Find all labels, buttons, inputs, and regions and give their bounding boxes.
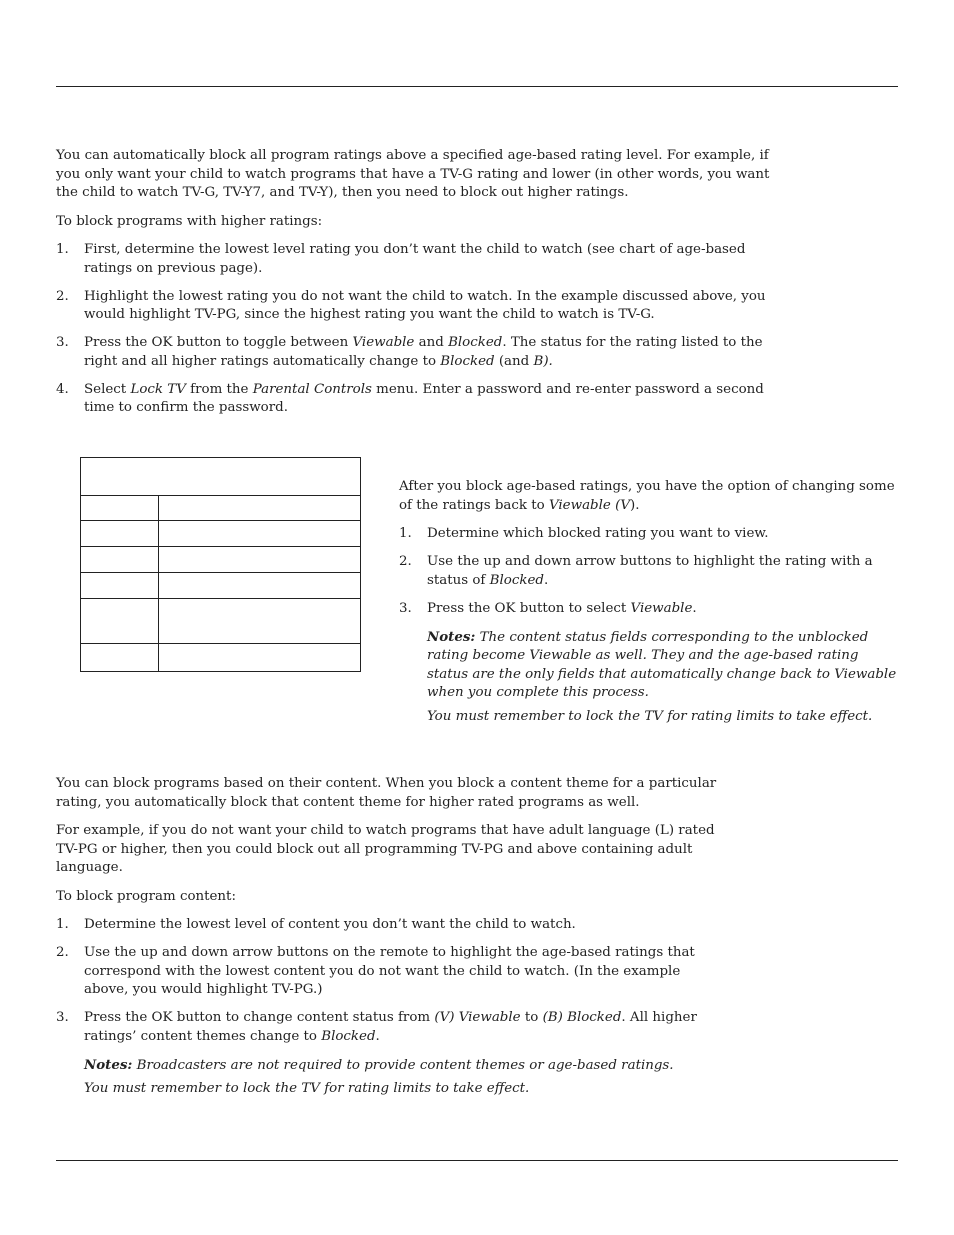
emphasis-text: Viewable [630,600,693,616]
list-number: 2. [56,288,69,304]
list-item [56,288,780,325]
bottom-rule [56,1160,898,1161]
list-number: 4. [56,381,69,397]
list-item [399,553,901,590]
text-run: Use the up and down arrow buttons on the remote to highlight the age-based ratings that correspond with the lowest content you do not want the child to watch. (In the example above, you would highlight TV-PG.) [84,945,695,997]
text-run: and [414,335,449,350]
note-text: Broadcasters are not required to provide content themes or age-based ratings. [132,1057,674,1073]
rating-cell [81,644,159,672]
list-number: 3. [56,1010,69,1025]
status-cell [159,496,361,521]
section1-steps [56,241,780,418]
text-run: First, determine the lowest level rating you don’t want the child to watch (see chart of age-based ratings on previous page). [84,242,746,276]
section3-p2: For example, if you do not want your child to watch programs that have adult language (L) rated TV-PG or higher, then you could block out all programming TV-PG and above containing adult language. [56,823,715,875]
section2-note-1 [427,628,901,703]
emphasis-text: Lock TV [130,381,186,397]
rating-cell [81,521,159,547]
text-run: . The status for the rating listed to the right and all higher ratings automatically change to [84,335,763,369]
note-text: The content status fields corresponding to the unblocked rating become Viewable as well. They and the age-based rating status are the only fields that automatically change back to Viewable when you complete this process. [427,629,897,700]
text-run: Use the up and down arrow buttons to highlight the rating with a status of [427,554,873,588]
list-number: 2. [399,554,412,569]
text-run: Determine which blocked rating you want to view. [427,526,769,541]
notes-label: Notes: [84,1056,133,1073]
list-item [56,381,780,418]
emphasis-text: Blocked [489,572,544,588]
section-block-unblock [399,478,901,731]
section3-note-1 [84,1056,728,1076]
section1-intro: You can automatically block all program ratings above a specified age-based rating level. For example, if you only want your child to watch programs that have a TV-G rating and lower (in other words, you want the child to watch TV-G, TV-Y7, and TV-Y), then you need to block out higher ratings. [56,148,770,200]
emphasis-text: Blocked [321,1028,376,1044]
list-number: 1. [56,242,69,257]
ratings-table-header [81,458,361,496]
list-number: 3. [399,600,412,616]
text-run: Press the OK button to change content status from [84,1010,435,1025]
section-block-content [56,775,728,1104]
status-cell [159,573,361,599]
list-number: 1. [399,526,412,541]
emphasis-text: B). [533,353,553,369]
text-run: . [375,1028,380,1044]
section3-note-2: You must remember to lock the TV for rating limits to take effect. [84,1081,530,1096]
list-item [56,241,780,278]
status-cell [159,521,361,547]
rating-cell [81,547,159,573]
notes-label: Notes: [427,628,476,645]
status-cell [159,644,361,672]
top-rule [56,86,898,87]
text-run: to [520,1010,543,1025]
ratings-table [80,457,361,672]
text-run: menu. Enter a password and re-enter password a second time to confirm the password. [84,381,764,415]
list-number: 1. [56,917,69,932]
emphasis-text: Viewable (V [548,497,630,513]
text-run: Select [84,381,131,397]
list-item [56,944,728,1000]
section2-note-2: You must remember to lock the TV for rating limits to take effect. [427,708,873,724]
rating-cell [81,573,159,599]
text-run: . All higher ratings’ content themes change to [84,1010,697,1044]
rating-cell [81,496,159,521]
rating-cell [81,599,159,644]
section3-steps [56,916,728,1046]
list-number: 3. [56,335,69,350]
text-run: Press the OK button to select [427,600,631,616]
emphasis-text: Blocked [440,353,495,369]
text-run: ). [630,497,640,513]
emphasis-text: Blocked [448,335,503,350]
status-cell [159,547,361,573]
list-item [56,1009,728,1046]
emphasis-text: (V) Viewable [434,1010,521,1025]
section-block-ratings [56,147,780,427]
emphasis-text: Parental Controls [252,381,372,397]
text-run: (and [494,353,534,369]
emphasis-text: Viewable [352,335,415,350]
emphasis-text: (B) Blocked [542,1010,622,1025]
section2-intro [399,478,901,515]
list-number: 2. [56,945,69,960]
text-run: . [692,600,697,616]
text-run: Highlight the lowest rating you do not want the child to watch. In the example discussed above, you would highlight TV-PG, since the highest rating you want the child to watch is TV-G. [84,288,766,322]
list-item [56,334,780,371]
text-run: . [543,572,549,588]
text-run: Press the OK button to toggle between [84,335,353,350]
list-item [399,525,901,544]
section2-steps [399,525,901,618]
section1-steps-intro: To block programs with higher ratings: [56,213,323,229]
list-item [56,916,728,935]
text-run: from the [185,381,253,397]
text-run: After you block age-based ratings, you have the option of changing some of the ratings back to [399,479,895,513]
status-cell [159,599,361,644]
text-run: Determine the lowest level of content you don’t want the child to watch. [84,917,576,932]
list-item [399,600,901,619]
section3-steps-intro: To block program content: [56,888,236,904]
section3-p1: You can block programs based on their content. When you block a content theme for a particular rating, you automatically block that content theme for higher rated programs as well. [56,776,717,810]
